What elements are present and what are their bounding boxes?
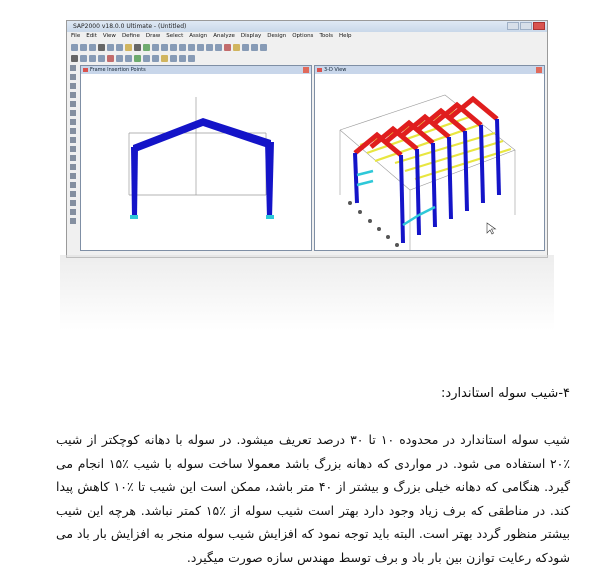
run-icon (143, 44, 150, 51)
save-icon (89, 44, 96, 51)
structural-software-screenshot (66, 20, 548, 258)
maximize-icon (520, 22, 532, 30)
joint-icon (89, 55, 96, 62)
shadow-icon (233, 44, 240, 51)
print-icon (98, 44, 105, 51)
select-icon (71, 55, 78, 62)
grid-icon (242, 44, 249, 51)
close-icon (533, 22, 545, 30)
menu-bar (67, 32, 547, 41)
snap-grid-icon (70, 182, 76, 188)
side-toolbar (68, 65, 77, 250)
left-support (130, 215, 138, 219)
display-icon (251, 44, 258, 51)
release-icon (116, 55, 123, 62)
draw-link-icon (70, 101, 76, 107)
all-icon (70, 110, 76, 116)
minimize-icon (507, 22, 519, 30)
restraint-icon (98, 55, 105, 62)
snap-int-icon (70, 209, 76, 215)
snap-ext-icon (70, 200, 76, 206)
clear-icon (70, 128, 76, 134)
measure-icon (170, 55, 177, 62)
redo-icon (116, 44, 123, 51)
menu-file: File (71, 33, 81, 39)
toolbar-top (67, 42, 547, 52)
right-support (266, 215, 274, 219)
snap-mid-icon (70, 164, 76, 170)
window-title: SAP2000 v18.0.0 Ultimate - (Untitled) (73, 23, 187, 30)
section-heading: ۴-شیب سوله استاندارد: (441, 386, 570, 401)
force-icon (188, 55, 195, 62)
menu-display: Display (240, 33, 262, 39)
menu-design: Design (267, 33, 287, 39)
design-icon (260, 44, 267, 51)
shed-3d-model-drawing (315, 75, 544, 251)
menu-options: Options (292, 33, 314, 39)
reflection-fade (60, 255, 554, 330)
grid-bubbles (348, 201, 399, 247)
section-icon (125, 55, 132, 62)
pane-close-icon (303, 67, 309, 73)
menu-help: Help (339, 33, 352, 39)
right-pane-title: 3-D View (315, 66, 544, 74)
intersect-icon (70, 137, 76, 143)
menu-tools: Tools (319, 33, 333, 39)
draw-joint-icon (70, 92, 76, 98)
left-pane-title: Frame Insertion Points (81, 66, 311, 74)
snap-off-icon (70, 218, 76, 224)
new-icon (71, 44, 78, 51)
window-title-bar (67, 21, 547, 32)
view-yz-icon (215, 44, 222, 51)
previous-icon (70, 119, 76, 125)
menu-view: View (102, 33, 116, 39)
snap-lines-icon (70, 173, 76, 179)
snap-perp-icon (70, 191, 76, 197)
menu-assign: Assign (189, 33, 208, 39)
link-icon (143, 55, 150, 62)
rafter (133, 118, 271, 153)
view-3d-icon (188, 44, 195, 51)
snap-points-icon (70, 146, 76, 152)
deform-icon (179, 55, 186, 62)
area-icon (134, 55, 141, 62)
frame-icon (80, 55, 87, 62)
menu-draw: Draw (145, 33, 161, 39)
zoom-out-icon (161, 44, 168, 51)
frame-insertion-pane (80, 65, 312, 251)
menu-define: Define (121, 33, 140, 39)
portal-frame-2d-drawing (81, 75, 311, 251)
rotate-icon (224, 44, 231, 51)
zoom-window-icon (170, 44, 177, 51)
zoom-in-icon (152, 44, 159, 51)
toolbar-second (67, 53, 547, 63)
frames (355, 99, 511, 243)
section-paragraph: شیب سوله استاندارد در محدوده ۱۰ تا ۳۰ درصد تعریف میشود. در سوله با دهانه کوچکتر از شیب ٪۲۰ استفاده می شود. در مواردی که دهانه بزرگ باشد معمولا ساخت سوله با شیب ٪۱۵ انجام می گیرد. هنگامی که دهانه خیلی بزرگ و بیشتر از ۴۰ متر باشد، ممکن است این شیب تا ٪۱۰ کاهش پیدا کند. در مناطقی که برف زیاد وجود دارد بهتر است شیب سوله از ٪۱۵ کمتر نباشد. هرچه این شیب بیشتر منظور گردد بهتر است. البته باید توجه نمود که افزایش شیب سوله منجر به افزایش بار باد می شودکه رعایت توازن بین بار باد و برف توسط مهندس سازه صورت میگیرد. (56, 432, 571, 565)
pointer-icon (70, 65, 76, 71)
pencil-icon (125, 44, 132, 51)
right-column (265, 142, 274, 218)
mouse-cursor-icon (487, 223, 496, 234)
pane-close-icon (536, 67, 542, 73)
open-icon (80, 44, 87, 51)
view-xy-icon (197, 44, 204, 51)
view-xz-icon (206, 44, 213, 51)
menu-select: Select (166, 33, 184, 39)
pan-icon (179, 44, 186, 51)
undo-icon (107, 44, 114, 51)
window-controls (507, 22, 545, 30)
left-column (131, 147, 138, 218)
menu-analyze: Analyze (213, 33, 235, 39)
draw-frame-icon (70, 74, 76, 80)
snap-icon (161, 55, 168, 62)
load-icon (107, 55, 114, 62)
draw-area-icon (70, 83, 76, 89)
mesh-icon (152, 55, 159, 62)
menu-edit: Edit (86, 33, 97, 39)
3d-view-pane (314, 65, 545, 251)
bracing (357, 171, 435, 225)
lock-icon (134, 44, 141, 51)
snap-ends-icon (70, 155, 76, 161)
